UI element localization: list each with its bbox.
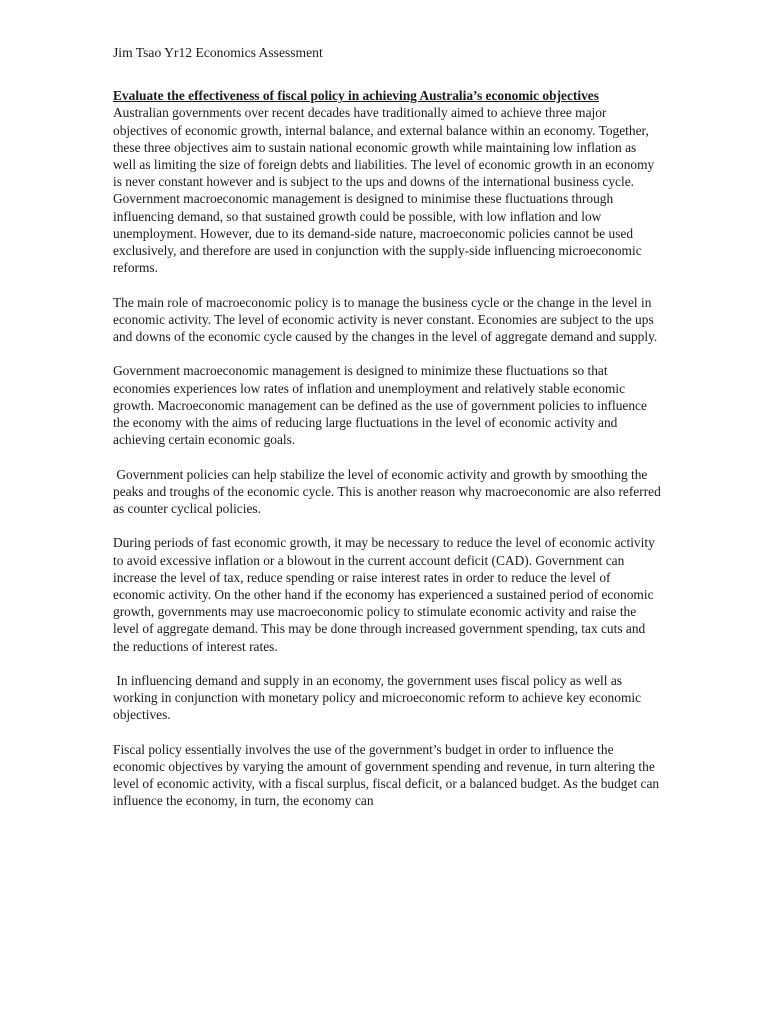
paragraph: Government policies can help stabilize the level of economic activity and growth by smoothing the peaks and troughs of the economic cycle. This is another reason why macroeconomic are also referred as counter cyclical policies.: [113, 466, 661, 517]
paragraph: Australian governments over recent decades have traditionally aimed to achieve three major objectives of economic growth, internal balance, and external balance within an economy. Together, these three objectives aim to sustain national economic growth while maintaining low inflation as well as limiting the size of foreign debts and liabilities. The level of economic growth in an economy is never constant however and is subject to the ups and downs of the international business cycle. Government macroeconomic management is designed to minimise these fluctuations through influencing demand, so that sustained growth could be possible, with low inflation and low unemployment. However, due to its demand-side nature, macroeconomic policies cannot be used exclusively, and therefore are used in conjunction with the supply-side influencing microeconomic reforms.: [113, 105, 655, 276]
paragraph: In influencing demand and supply in an economy, the government uses fiscal policy as well as working in conjunction with monetary policy and microeconomic reform to achieve key economic objectives.: [113, 673, 642, 723]
paragraph: The main role of macroeconomic policy is to manage the business cycle or the change in the level in economic activity. The level of economic activity is never constant. Economies are subject to the ups and downs of the economic cycle caused by the changes in the level of aggregate demand and supply.: [113, 294, 658, 345]
paragraph: Fiscal policy essentially involves the use of the government’s budget in order to influence the economic objectives by varying the amount of government spending and revenue, in turn altering the level of economic activity, with a fiscal surplus, fiscal deficit, or a balanced budget. As the budget can influence the economy, in turn, the economy can: [113, 741, 660, 809]
essay-title: Evaluate the effectiveness of fiscal policy in achieving Australia’s economic objectives: [113, 88, 599, 104]
paragraph: During periods of fast economic growth, it may be necessary to reduce the level of economic activity to avoid excessive inflation or a blowout in the current account deficit (CAD). Government can increase the level of tax, reduce spending or raise interest rates in order to reduce the level of economic activity. On the other hand if the economy has experienced a sustained period of economic growth, governments may use macroeconomic policy to stimulate economic activity and raise the level of aggregate demand. This may be done through increased government spending, tax cuts and the reductions of interest rates.: [113, 535, 655, 654]
paragraph: Government macroeconomic management is designed to minimize these fluctuations so that economies experiences low rates of inflation and unemployment and relatively stable economic growth. Macroeconomic management can be defined as the use of government policies to influence the economy with the aims of reducing large fluctuations in the level of economic activity and achieving certain economic goals.: [113, 363, 647, 448]
document-header: Jim Tsao Yr12 Economics Assessment: [113, 45, 323, 60]
document-body: [113, 44, 661, 827]
